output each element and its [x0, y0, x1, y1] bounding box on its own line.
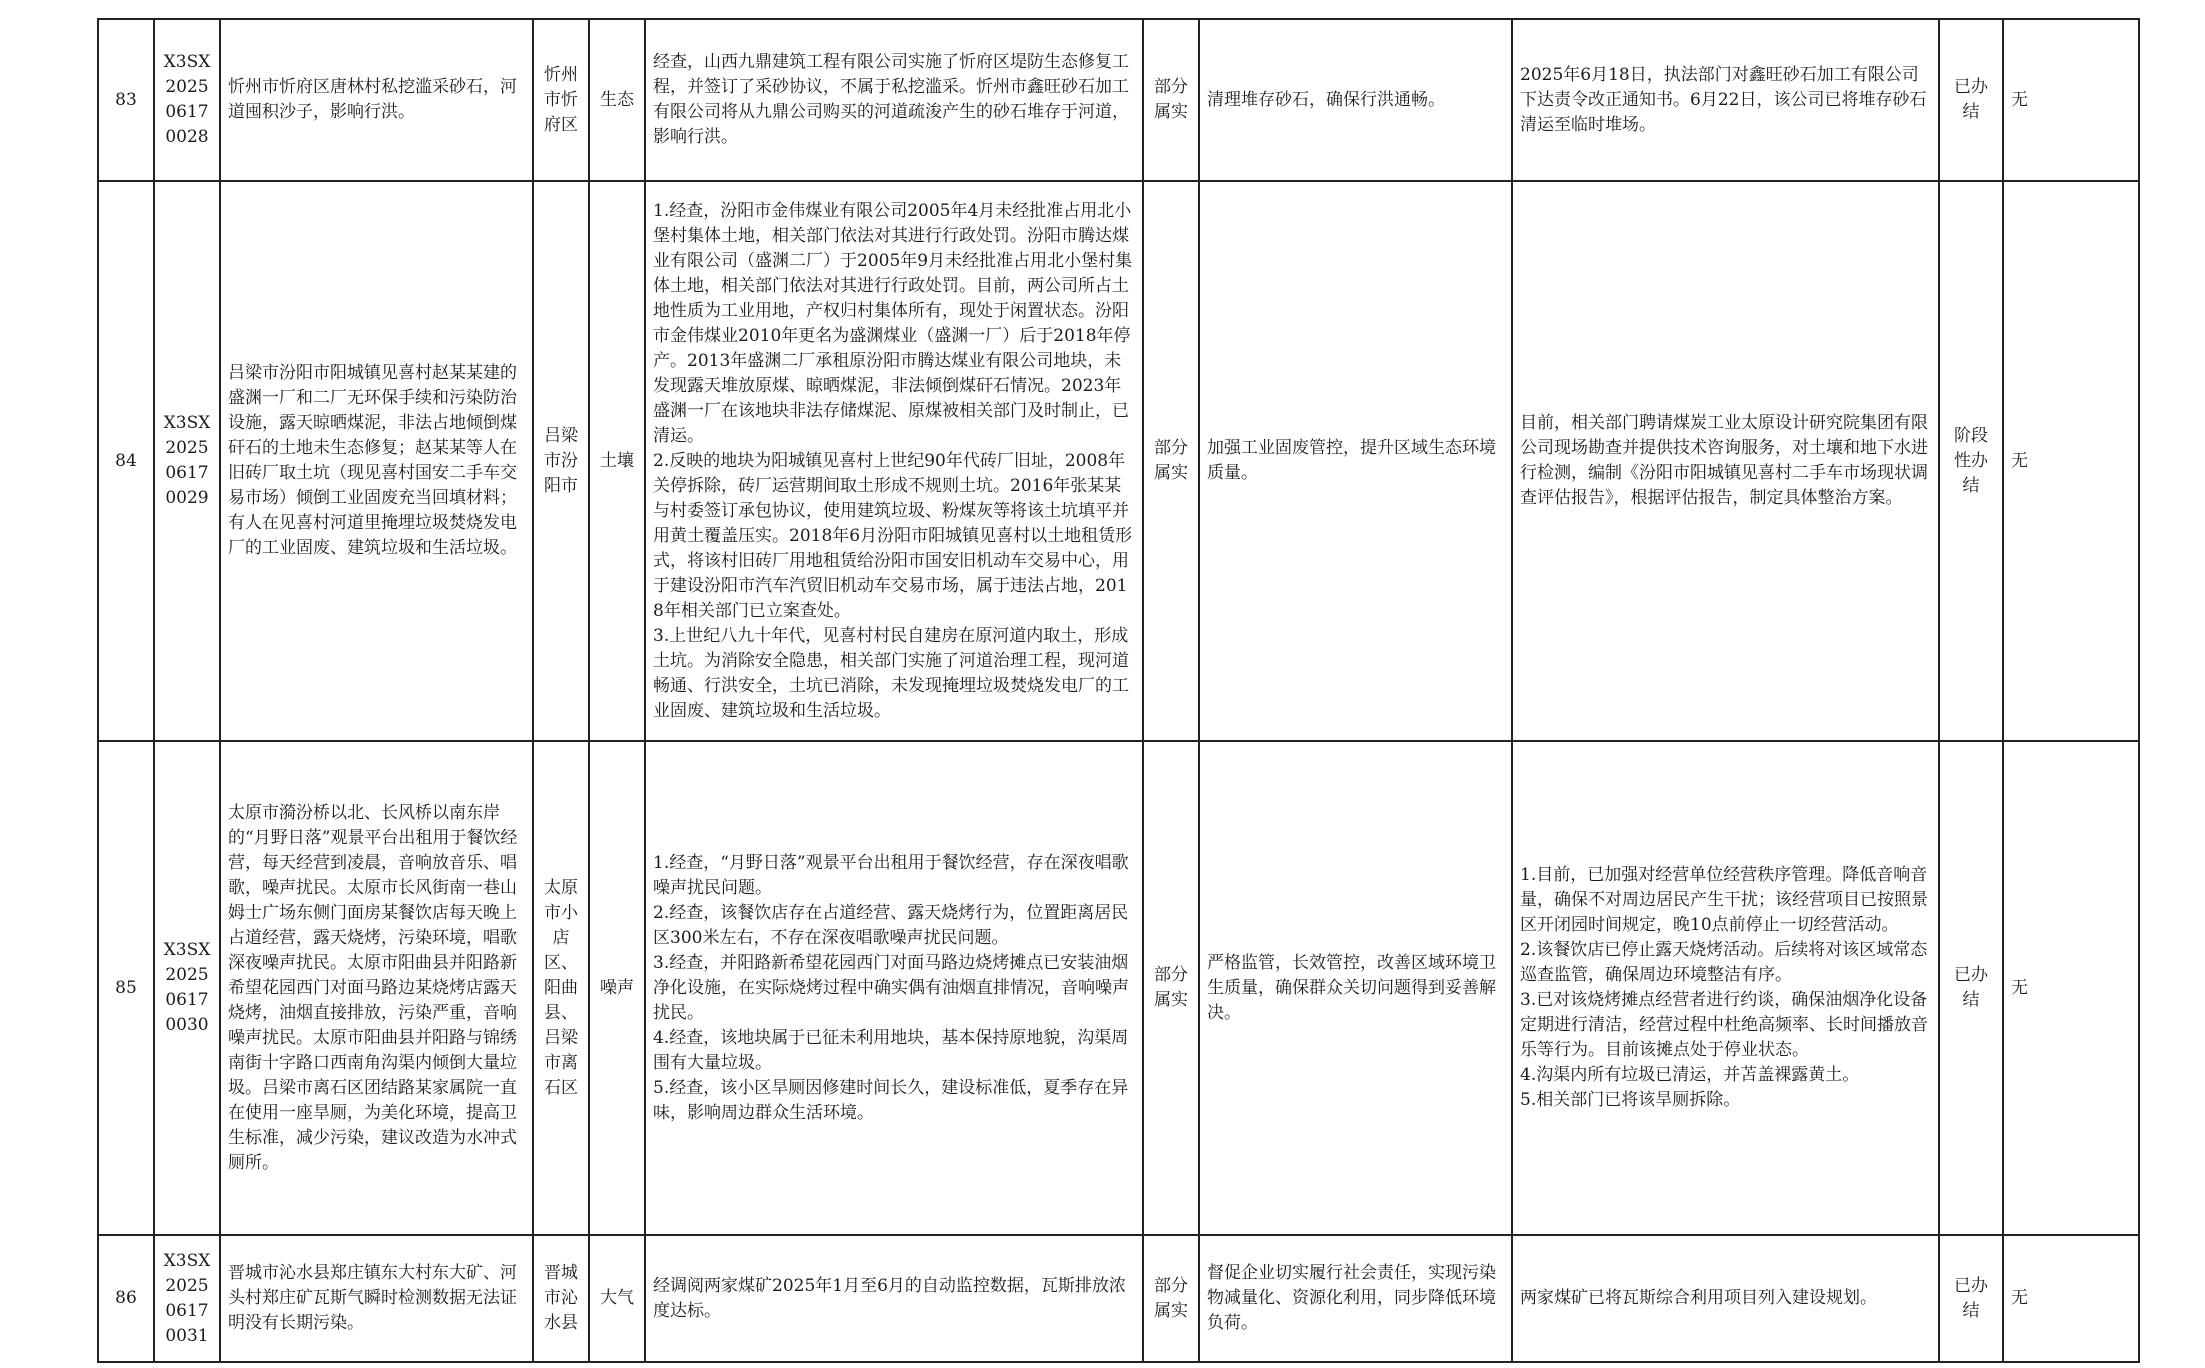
complaint-description: 晋城市沁水县郑庄镇东大村东大矿、河头村郑庄矿瓦斯气瞬时检测数据无法证明没有长期污染。: [220, 1235, 533, 1362]
case-status: 已办结: [1939, 1235, 2003, 1362]
table-row: [98, 19, 2139, 181]
case-code: X3SX20250617 0028: [154, 19, 220, 181]
paragraph: 5.相关部门已将该旱厕拆除。: [1520, 1090, 1741, 1110]
rectification-progress: [1512, 741, 1939, 1235]
investigation-findings: [645, 1235, 1143, 1362]
complaint-description: 太原市漪汾桥以北、长风桥以南东岸的“月野日落”观景平台出租用于餐饮经营，每天经营到凌晨，音响放音乐、唱歌，噪声扰民。太原市长风街南一巷山姆士广场东侧门面房某餐饮店每天晚上占道经营，露天烧烤，污染环境，唱歌深夜噪声扰民。太原市阳曲县并阳路新希望花园西门对面马路边某烧烤店露天烧烤，油烟直接排放，污染严重，音响噪声扰民。太原市阳曲县并阳路与锦绣南街十字路口西南角沟渠内倾倒大量垃圾。吕梁市离石区团结路某家属院一直在使用一座旱厕，为美化环境，提高卫生标准，减少污染，建议改造为水冲式厕所。: [220, 741, 533, 1235]
paragraph: 目前，相关部门聘请煤炭工业太原设计研究院集团有限公司现场勘查并提供技术咨询服务，对土壤和地下水进行检测，编制《汾阳市阳城镇见喜村二手车市场现状调查评估报告》，根据评估报告，制定具体整治方案。: [1520, 413, 1928, 508]
verification-result: 部分属实: [1143, 741, 1199, 1235]
verification-result: 部分属实: [1143, 19, 1199, 181]
pollution-category: 土壤: [589, 181, 645, 741]
paragraph: 2.反映的地块为阳城镇见喜村上世纪90年代砖厂旧址，2008年关停拆除，砖厂运营期间取土形成不规则土坑。2016年张某某与村委签订承包协议，使用建筑垃圾、粉煤灰等将该土坑填平并用黄土覆盖压实。2018年6月汾阳市阳城镇见喜村以土地租赁形式，将该村旧砖厂用地租赁给汾阳市国安旧机动车交易中心，用于建设汾阳市汽车汽贸旧机动车交易市场，属于违法占地，2018年相关部门已立案查处。: [653, 450, 1133, 621]
pollution-category: 大气: [589, 1235, 645, 1362]
paragraph: 4.经查，该地块属于已征未利用地块，基本保持原地貌，沟渠周围有大量垃圾。: [653, 1027, 1129, 1073]
investigation-findings: [645, 741, 1143, 1235]
paragraph: 1.目前，已加强对经营单位经营秩序管理。降低音响音量，确保不对周边居民产生干扰；该经营项目已按照景区开闭园时间规定，晚10点前停止一切经营活动。: [1520, 865, 1928, 935]
paragraph: 3.经查，并阳路新希望花园西门对面马路边烧烤摊点已安装油烟净化设施，在实际烧烤过程中确实偶有油烟直排情况，音响噪声扰民。: [653, 952, 1129, 1023]
paragraph: 2.该餐饮店已停止露天烧烤活动。后续将对该区域常态巡查监管，确保周边环境整洁有序。: [1520, 940, 1928, 985]
complaint-table: [97, 18, 2140, 1363]
handling-requirement: 加强工业固废管控，提升区域生态环境质量。: [1199, 181, 1512, 741]
handling-requirement: 督促企业切实履行社会责任，实现污染物减量化、资源化利用，同步降低环境负荷。: [1199, 1235, 1512, 1362]
row-number: 85: [98, 741, 154, 1235]
paragraph: 3.上世纪八九十年代，见喜村村民自建房在原河道内取土，形成土坑。为消除安全隐患，相关部门实施了河道治理工程，现河道畅通、行洪安全，土坑已消除，未发现掩埋垃圾焚烧发电厂的工业固废、建筑垃圾和生活垃圾。: [653, 625, 1129, 721]
pollution-category: 噪声: [589, 741, 645, 1235]
investigation-findings: [645, 19, 1143, 181]
verification-result: 部分属实: [1143, 181, 1199, 741]
administrative-area: 太原市小店区、阳曲县、吕梁市离石区: [533, 741, 589, 1235]
rectification-progress: [1512, 1235, 1939, 1362]
paragraph: 1.经查，汾阳市金伟煤业有限公司2005年4月未经批准占用北小堡村集体土地，相关部门依法对其进行行政处罚。汾阳市腾达煤业有限公司（盛渊二厂）于2005年9月未经批准占用北小堡村集体土地，相关部门依法对其进行行政处罚。目前，两公司所占土地性质为工业用地，产权归村集体所有，现处于闲置状态。汾阳市金伟煤业2010年更名为盛渊煤业（盛渊一厂）后于2018年停产。2013年盛渊二厂承租原汾阳市腾达煤业有限公司地块，未发现露天堆放原煤、晾晒煤泥，非法倾倒煤矸石情况。2023年盛渊一厂在该地块非法存储煤泥、原煤被相关部门及时制止，已清运。: [653, 200, 1133, 446]
case-status: 已办结: [1939, 19, 2003, 181]
paragraph: 经查，山西九鼎建筑工程有限公司实施了忻府区堤防生态修复工程，并签订了采砂协议，不属于私挖滥采。忻州市鑫旺砂石加工有限公司将从九鼎公司购买的河道疏浚产生的砂石堆存于河道，影响行洪。: [653, 52, 1129, 147]
handling-requirement: 清理堆存砂石，确保行洪通畅。: [1199, 19, 1512, 181]
table-row: [98, 181, 2139, 741]
administrative-area: 晋城市沁水县: [533, 1235, 589, 1362]
complaint-description: 吕梁市汾阳市阳城镇见喜村赵某某建的盛渊一厂和二厂无环保手续和污染防治设施，露天晾晒煤泥，非法占地倾倒煤矸石的土地未生态修复；赵某某等人在旧砖厂取土坑（现见喜村国安二手车交易市场）倾倒工业固废充当回填材料；有人在见喜村河道里掩埋垃圾焚烧发电厂的工业固废、建筑垃圾和生活垃圾。: [220, 181, 533, 741]
paragraph: 2025年6月18日，执法部门对鑫旺砂石加工有限公司下达责令改正通知书。6月22日，该公司已将堆存砂石清运至临时堆场。: [1520, 64, 1927, 135]
case-code: X3SX20250617 0030: [154, 741, 220, 1235]
case-code: X3SX20250617 0031: [154, 1235, 220, 1362]
case-code: X3SX20250617 0029: [154, 181, 220, 741]
paragraph: 2.经查，该餐饮店存在占道经营、露天烧烤行为，位置距离居民区300米左右，不存在深夜唱歌噪声扰民问题。: [653, 902, 1129, 948]
table-row: [98, 741, 2139, 1235]
row-number: 86: [98, 1235, 154, 1362]
verification-result: 部分属实: [1143, 1235, 1199, 1362]
case-status: 已办结: [1939, 741, 2003, 1235]
accountability-note: 无: [2003, 19, 2139, 181]
handling-requirement: 严格监管，长效管控，改善区域环境卫生质量，确保群众关切问题得到妥善解决。: [1199, 741, 1512, 1235]
paragraph: 两家煤矿已将瓦斯综合利用项目列入建设规划。: [1520, 1288, 1877, 1308]
investigation-findings: [645, 181, 1143, 741]
paragraph: 3.已对该烧烤摊点经营者进行约谈，确保油烟净化设备定期进行清洁，经营过程中杜绝高频率、长时间播放音乐等行为。目前该摊点处于停业状态。: [1520, 990, 1928, 1060]
administrative-area: 忻州市忻府区: [533, 19, 589, 181]
accountability-note: 无: [2003, 741, 2139, 1235]
paragraph: 经调阅两家煤矿2025年1月至6月的自动监控数据，瓦斯排放浓度达标。: [653, 1275, 1126, 1321]
complaint-description: 忻州市忻府区唐林村私挖滥采砂石，河道囤积沙子，影响行洪。: [220, 19, 533, 181]
case-status: 阶段性办结: [1939, 181, 2003, 741]
accountability-note: 无: [2003, 181, 2139, 741]
paragraph: 5.经查，该小区旱厕因修建时间长久，建设标准低，夏季存在异味，影响周边群众生活环境。: [653, 1077, 1129, 1123]
pollution-category: 生态: [589, 19, 645, 181]
rectification-progress: [1512, 19, 1939, 181]
row-number: 83: [98, 19, 154, 181]
table-row: [98, 1235, 2139, 1362]
rectification-progress: [1512, 181, 1939, 741]
administrative-area: 吕梁市汾阳市: [533, 181, 589, 741]
accountability-note: 无: [2003, 1235, 2139, 1362]
paragraph: 1.经查，“月野日落”观景平台出租用于餐饮经营，存在深夜唱歌噪声扰民问题。: [653, 852, 1129, 898]
table-body: [98, 19, 2139, 1362]
paragraph: 4.沟渠内所有垃圾已清运，并苫盖裸露黄土。: [1520, 1065, 1860, 1085]
row-number: 84: [98, 181, 154, 741]
